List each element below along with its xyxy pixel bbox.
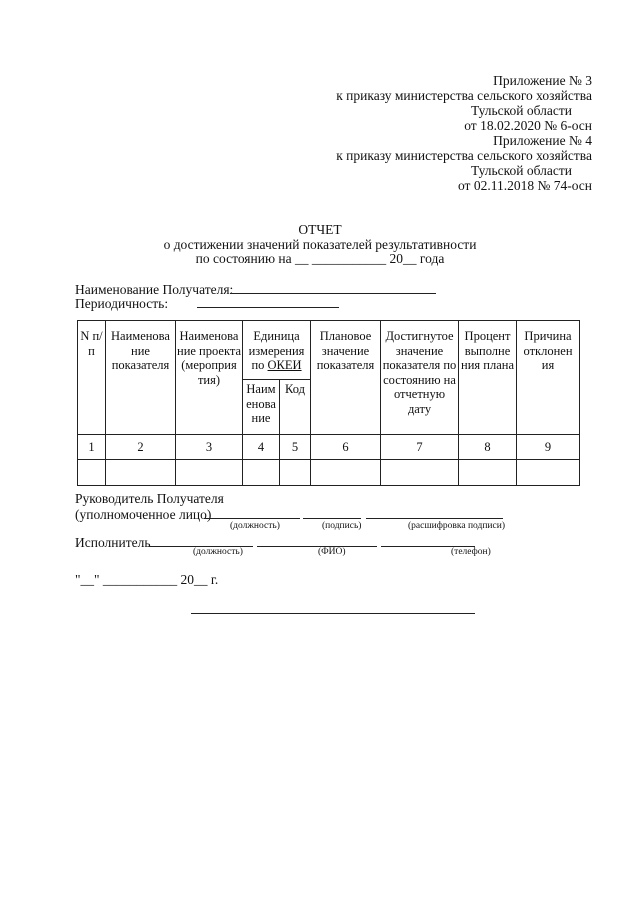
recipient-label: Наименование Получателя: <box>75 282 234 297</box>
header-line-2: к приказу министерства сельского хозяйства <box>336 88 592 103</box>
head-decipher-line[interactable] <box>366 518 503 519</box>
column-number: 4 <box>243 435 280 460</box>
header-line-1: Приложение № 3 <box>493 73 592 88</box>
column-number: 7 <box>381 435 459 460</box>
header-line-3: Тульской области <box>471 103 572 118</box>
report-subtitle: о достижении значений показателей результативности <box>163 237 477 252</box>
col-header-planned: Плановое значение показателя <box>311 321 381 435</box>
caption-executor-phone: (телефон) <box>451 547 491 557</box>
table-cell[interactable] <box>78 460 106 486</box>
caption-executor-position: (должность) <box>193 547 243 557</box>
signature-date-line: "__" ___________ 20__ г. <box>75 572 219 587</box>
report-table <box>77 320 580 486</box>
okei-label: ОКЕИ <box>267 358 302 372</box>
table-cell[interactable] <box>243 460 280 486</box>
col-header-project: Наименова ние проекта (мероприя тия) <box>176 321 243 435</box>
col-header-unit-code: Код <box>280 380 311 435</box>
caption-position: (должность) <box>230 521 280 531</box>
recipient-field-line[interactable] <box>230 293 436 294</box>
col-header-indicator: Наименова ние показателя <box>106 321 176 435</box>
report-title: ОТЧЕТ <box>298 222 342 237</box>
bottom-rule <box>191 613 475 614</box>
periodicity-field-line[interactable] <box>197 307 339 308</box>
report-date-line: по состоянию на __ ___________ 20__ года <box>195 251 445 266</box>
table-cell[interactable] <box>280 460 311 486</box>
header-line-6: к приказу министерства сельского хозяйства <box>336 148 592 163</box>
head-signature-line[interactable] <box>303 518 361 519</box>
header-line-4: от 18.02.2020 № 6-осн <box>464 118 592 133</box>
caption-executor-name: (ФИО) <box>318 547 346 557</box>
head-position-line[interactable] <box>204 518 300 519</box>
col-header-unit-group <box>243 321 311 380</box>
table-cell[interactable] <box>176 460 243 486</box>
column-number: 6 <box>311 435 381 460</box>
table-cell[interactable] <box>311 460 381 486</box>
caption-decipher: (расшифровка подписи) <box>408 521 505 531</box>
header-line-7: Тульской области <box>471 163 572 178</box>
col-header-num: N п/п <box>78 321 106 435</box>
header-line-8: от 02.11.2018 № 74-осн <box>457 178 592 193</box>
head-sub-label: (уполномоченное лицо) <box>75 507 212 522</box>
table-cell[interactable] <box>106 460 176 486</box>
col-header-reason: Причина отклонен ия <box>517 321 580 435</box>
table-cell[interactable] <box>517 460 580 486</box>
periodicity-label: Периодичность: <box>75 296 169 311</box>
executor-name-line[interactable] <box>257 546 377 547</box>
executor-label: Исполнитель <box>75 535 151 550</box>
header-line-5: Приложение № 4 <box>493 133 592 148</box>
column-number-row <box>78 435 580 460</box>
col-header-percent: Процент выполне ния плана <box>459 321 517 435</box>
empty-data-row <box>78 460 580 486</box>
column-number: 9 <box>517 435 580 460</box>
table-cell[interactable] <box>459 460 517 486</box>
column-number: 3 <box>176 435 243 460</box>
column-number: 1 <box>78 435 106 460</box>
column-number: 2 <box>106 435 176 460</box>
column-number: 8 <box>459 435 517 460</box>
caption-signature: (подпись) <box>322 521 362 531</box>
head-label: Руководитель Получателя <box>75 491 224 506</box>
table-cell[interactable] <box>381 460 459 486</box>
unit-group-label: Единица измерения по <box>248 329 305 372</box>
col-header-achieved: Достигнутое значение показателя по состоянию на отчетную дату <box>381 321 459 435</box>
col-header-unit-name: Наим енова ние <box>243 380 280 435</box>
column-number: 5 <box>280 435 311 460</box>
